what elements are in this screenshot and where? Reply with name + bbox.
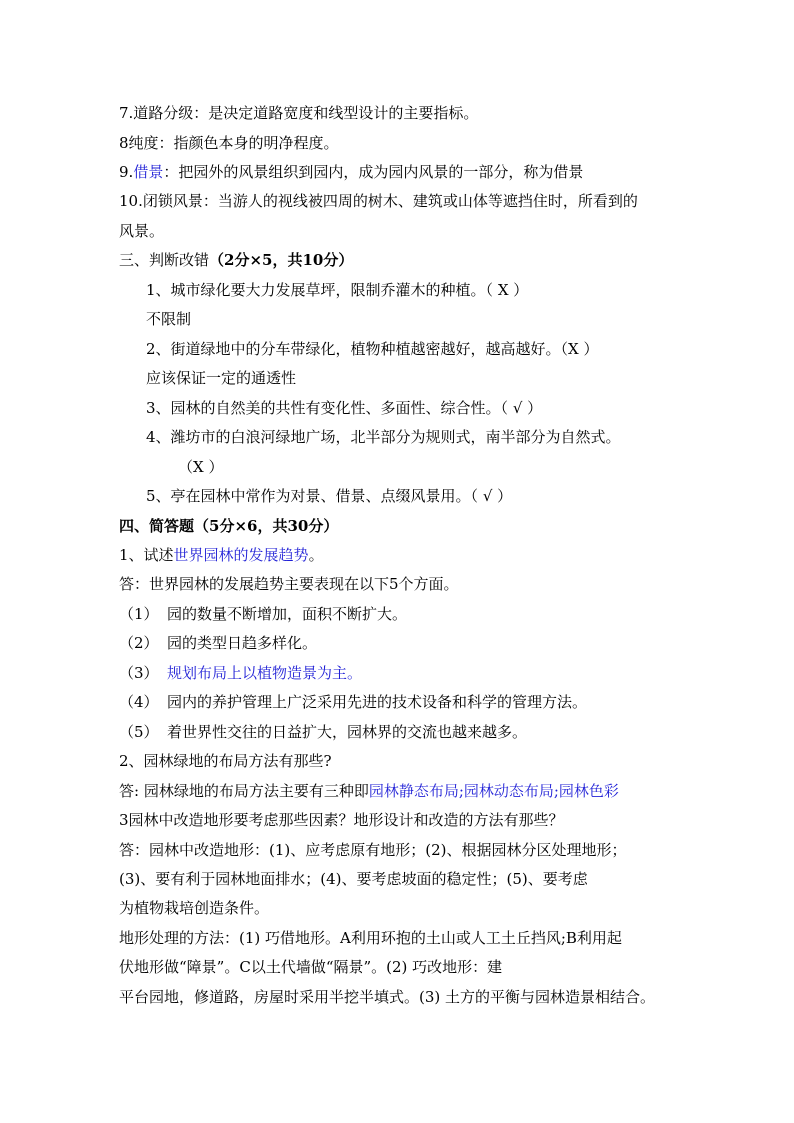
short-answer-q1-prefix: 1、试述 <box>119 546 174 564</box>
answer-3-line4: 地形处理的方法：(1) 巧借地形。A利用环抱的土山或人工土丘挡风;B利用起 <box>119 929 622 947</box>
section3-heading-title: 三、判断改错 <box>119 251 210 269</box>
definition-9-number: 9. <box>119 163 134 181</box>
judgement-q2-correction: 应该保证一定的通透性 <box>146 369 297 387</box>
definition-9 <box>119 162 583 182</box>
judgement-q1-correction: 不限制 <box>146 310 192 328</box>
answer-1-intro: 答：世界园林的发展趋势主要表现在以下5个方面。 <box>119 575 459 593</box>
answer-3-line5: 伏地形做“障景”。C以土代墙做“隔景”。(2) 巧改地形：建 <box>119 958 503 976</box>
section3-heading <box>119 250 353 270</box>
judgement-q5: 5、亭在园林中常作为对景、借景、点缀风景用。（ √ ） <box>146 487 513 505</box>
short-answer-q2: 2、园林绿地的布局方法有那些? <box>119 752 332 770</box>
section4-heading: 四、简答题（5分×6，共30分） <box>119 517 339 535</box>
definition-10-line1: 10.闭锁风景：当游人的视线被四周的树木、建筑或山体等遮挡住时，所看到的 <box>119 192 638 210</box>
definition-9-text: ：把园外的风景组织到园内，成为园内风景的一部分，称为借景 <box>163 163 584 181</box>
judgement-q1: 1、城市绿化要大力发展草坪，限制乔灌木的种植。（ X ） <box>146 281 529 299</box>
answer-2 <box>119 781 619 801</box>
answer-2-prefix: 答: 园林绿地的布局方法主要有三种即 <box>119 782 369 800</box>
judgement-q4: 4、潍坊市的白浪河绿地广场，北半部分为规则式，南半部分为自然式。 <box>146 428 621 446</box>
answer-1-item: （2） 园的类型日趋多样化。 <box>119 634 318 652</box>
answer-1-item: （1） 园的数量不断增加，面积不断扩大。 <box>119 605 408 623</box>
definition-10-line2: 风景。 <box>119 222 165 240</box>
answer-1-item: （3） 规划布局上以植物造景为主。 <box>119 664 363 682</box>
judgement-q3: 3、园林的自然美的共性有变化性、多面性、综合性。（ √ ） <box>146 399 543 417</box>
short-answer-q1-topic: 世界园林的发展趋势 <box>173 546 309 564</box>
answer-1-item: （4） 园内的养护管理上广泛采用先进的技术设备和科学的管理方法。 <box>119 693 588 711</box>
definition-8: 8纯度：指颜色本身的明净程度。 <box>119 134 339 152</box>
short-answer-q1 <box>119 545 324 565</box>
short-answer-q3: 3园林中改造地形要考虑那些因素？地形设计和改造的方法有那些？ <box>119 811 564 829</box>
answer-3-line3: 为植物栽培创造条件。 <box>119 899 270 917</box>
definition-9-term: 借景 <box>133 163 164 181</box>
answer-2-methods: 园林静态布局;园林动态布局;园林色彩 <box>368 782 619 800</box>
answer-3-line2: (3)、要有利于园林地面排水；(4)、要考虑坡面的稳定性；(5)、要考虑 <box>119 870 588 888</box>
section3-heading-score: （2分×5，共10分） <box>209 251 354 269</box>
answer-3-line1: 答：园林中改造地形：(1)、应考虑原有地形；(2)、根据园林分区处理地形； <box>119 841 627 859</box>
judgement-q2: 2、街道绿地中的分车带绿化，植物种植越密越好，越高越好。（X ） <box>146 340 599 358</box>
short-answer-q1-suffix: 。 <box>308 546 324 564</box>
answer-1-item: （5） 着世界性交往的日益扩大，园林界的交流也越来越多。 <box>119 723 528 741</box>
answer-3-line6: 平台园地，修道路，房屋时采用半挖半填式。(3) 土方的平衡与园林造景相结合。 <box>119 988 656 1006</box>
definition-7: 7.道路分级：是决定道路宽度和线型设计的主要指标。 <box>119 104 479 122</box>
judgement-q4-mark: （X ） <box>178 458 224 476</box>
